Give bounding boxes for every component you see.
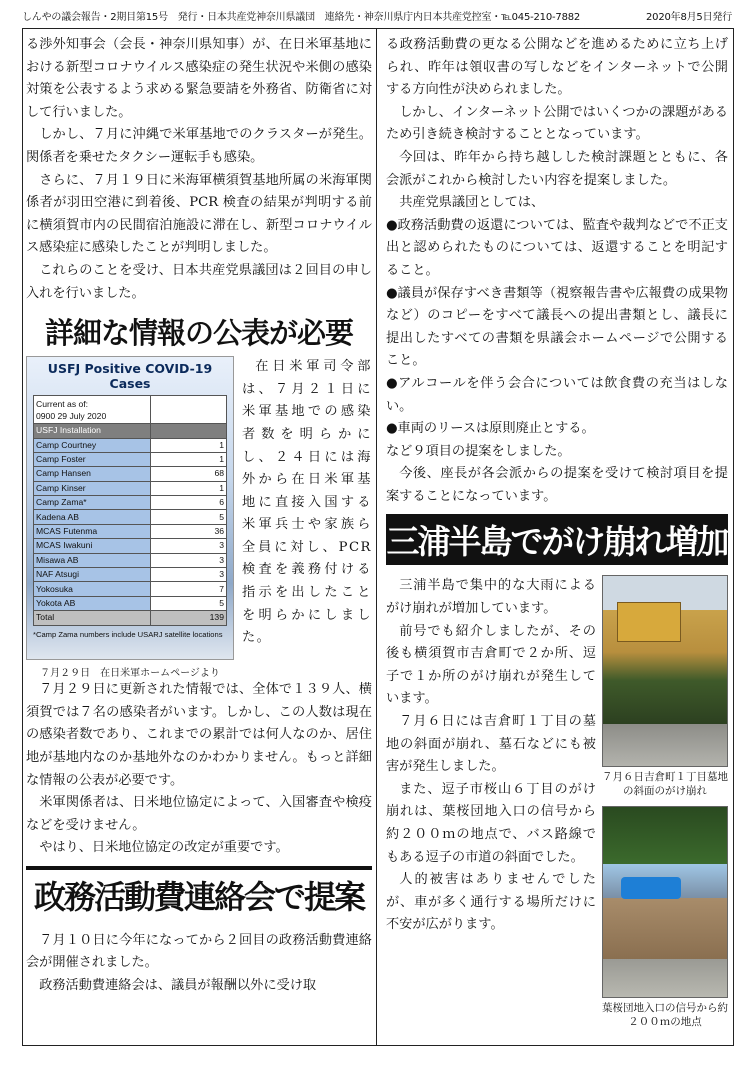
paragraph: る渉外知事会（会長・神奈川県知事）が、在日米軍基地における新型コロナウイルス感染症の発生状況や米側の感染対策を公表するよう求める緊急要請を外務省、防衛省に対して行いました。 — [26, 37, 372, 120]
table-row — [34, 467, 227, 481]
blue-tarp-shape — [621, 877, 681, 899]
chart-title: USFJ Positive COVID-19 Cases — [47, 361, 213, 392]
headline-seimu: 政務活動費連絡会で提案 — [26, 866, 372, 918]
positive-count: 1 — [151, 452, 227, 466]
installation-name: Yokosuka — [34, 582, 151, 596]
headline-miura: 三浦半島でがけ崩れ増加 — [386, 514, 728, 565]
paragraph: 政務活動費連絡会は、議員が報酬以外に受け取 — [39, 978, 317, 994]
positive-count: 5 — [151, 510, 227, 524]
header-date: 2020年8月5日発行 — [646, 11, 732, 23]
positive-count: 7 — [151, 582, 227, 596]
total-row — [34, 611, 227, 625]
side-text — [242, 356, 372, 679]
header-publisher: しんやの議会報告・2期目第15号 発行・日本共産党神奈川県議団 連絡先・神奈川県庁内日本共産党控室・℡045-210-7882 — [22, 11, 581, 23]
positive-count: 3 — [151, 568, 227, 582]
table-row — [34, 568, 227, 582]
installation-name: NAF Atsugi — [34, 568, 151, 582]
installation-name: Yokota AB — [34, 596, 151, 610]
table-row — [34, 539, 227, 553]
table-row — [34, 553, 227, 567]
photo-sakurayama-landslide — [602, 806, 728, 998]
photo-caption: ７月６日吉倉町１丁目墓地の斜面のがけ崩れ — [602, 771, 728, 798]
bullet-item: ●議員が保存すべき書類等（視察報告書や広報費の成果物など）のコピーをすべて議長への提出書類とし、議長に提出したすべての書類を県議会ホームページで公開すること。 — [386, 285, 728, 369]
installation-name: Camp Zama* — [34, 496, 151, 510]
paragraph: しかし、インターネット公開ではいくつかの課題があるため引き続き検討することとなっています。 — [386, 104, 728, 143]
table-row — [34, 496, 227, 510]
paragraph: 今後、座長が各会派からの提案を受けて検討項目を提案することになっています。 — [386, 466, 728, 504]
paragraph: 前号でも紹介しましたが、その後も横須賀市吉倉町で２か所、逗子で１か所のがけ崩れが発生しています。 — [386, 623, 596, 707]
column-divider — [376, 28, 377, 1046]
positive-count: 1 — [151, 481, 227, 495]
positive-count: 5 — [151, 596, 227, 610]
photo-column — [602, 575, 728, 1037]
chart-figure-row — [26, 356, 372, 679]
table-row — [34, 438, 227, 452]
table-row — [34, 524, 227, 538]
installation-name: Camp Courtney — [34, 438, 151, 452]
paragraph: しかし、７月に沖縄で米軍基地でのクラスターが発生。関係者を乗せたタクシー運転手も感染。 — [26, 127, 372, 165]
paragraph: また、逗子市桜山６丁目のがけ崩れは、葉桜団地入口の信号から約２００ｍの地点で、バス路線でもある逗子の市道の斜面でした。 — [386, 781, 596, 865]
bullet-item: ●アルコールを伴う会合については飲食費の充当はしない。 — [386, 375, 728, 414]
landslide-text — [386, 575, 596, 1037]
paragraph: 今回は、昨年から持ち越しした検討課題とともに、各会派がこれから検討したい内容を提案しました。 — [386, 149, 728, 188]
positive-count: 6 — [151, 496, 227, 510]
category-header-row — [34, 424, 227, 438]
paragraph: 在日米軍司令部は、７月２１日に米軍基地での感染者数を明らかにし、２４日には海外から在日米軍基地に直接入国する米軍兵士や家族ら全員に対し、PCR 検査を義務付ける指示を出したことを明らかにしました。 — [242, 359, 372, 646]
total-label: Total — [34, 611, 151, 625]
positive-count: 1 — [151, 438, 227, 452]
as-of-value: 0900 29 July 2020 — [36, 410, 107, 421]
landslide-section — [386, 575, 728, 1037]
chart-caption: ７月２９日 在日米軍ホームページより — [40, 668, 220, 680]
paragraph: ７月１０日に今年になってから２回目の政務活動費連絡会が開催されました。 — [26, 932, 372, 971]
house-shape — [617, 602, 681, 642]
paragraph: 三浦半島で集中的な大雨によるがけ崩れが増加しています。 — [386, 578, 596, 617]
value-header: Current Positive — [151, 396, 227, 424]
headline-detail-info: 詳細な情報の公表が必要 — [44, 316, 353, 351]
installation-name: Camp Kinser — [34, 481, 151, 495]
paragraph: 共産党県議団としては、 — [399, 195, 545, 211]
paragraph: やはり、日米地位協定の改定が重要です。 — [39, 840, 289, 856]
positive-count: 3 — [151, 553, 227, 567]
chart-note: *Camp Zama numbers include USARJ satellite locations — [33, 629, 223, 639]
paragraph: る政務活動費の更なる公開などを進めるために立ち上げられ、昨年は領収書の写しなどをインターネットで公開する方向性が決められました。 — [386, 37, 728, 98]
paragraph: 米軍関係者は、日米地位協定によって、入国審査や検疫などを受けません。 — [26, 795, 372, 833]
table-row — [34, 481, 227, 495]
positive-count: 3 — [151, 539, 227, 553]
as-of-cell — [34, 396, 151, 424]
category-header: USFJ Installation — [34, 424, 151, 438]
installation-name: MCAS Futenma — [34, 524, 151, 538]
photo-caption: 葉桜団地入口の信号から約２００ｍの地点 — [602, 1002, 728, 1029]
table-row — [34, 452, 227, 466]
bullet-item: ●政務活動費の返還については、監査や裁判などで不正支出と認められたものについては、返還することを明記すること。 — [386, 217, 728, 278]
photo-yoshikura-landslide — [602, 575, 728, 767]
installation-name: Kadena AB — [34, 510, 151, 524]
right-column — [386, 34, 728, 1037]
paragraph: ７月６日には吉倉町１丁目の墓地の斜面が崩れ、墓石などにも被害が発生しました。 — [386, 714, 596, 775]
table-row — [34, 596, 227, 610]
category-header-blank — [151, 424, 227, 438]
as-of-label: Current as of: — [36, 398, 89, 409]
paragraph: ７月２９日に更新された情報では、全体で１３９人、横須賀では７名の感染者がいます。しかし、この人数は現在の感染者数であり、これまでの累計では何人なのか、居住地が基地内なのか基地外なのかわかりません。もっと詳細な情報の公表が必要です。 — [26, 682, 372, 788]
left-column — [26, 34, 372, 998]
positive-count: 36 — [151, 524, 227, 538]
paragraph: これらのことを受け、日本共産党県議団は２回目の申し入れを行いました。 — [26, 262, 372, 301]
page-header — [22, 6, 732, 24]
bullet-item: ●車両のリースは原則廃止とする。 — [386, 421, 595, 437]
installation-name: Misawa AB — [34, 553, 151, 567]
covid-table-image — [26, 356, 234, 660]
installation-name: Camp Hansen — [34, 467, 151, 481]
positive-count: 68 — [151, 467, 227, 481]
paragraph: など９項目の提案をしました。 — [386, 443, 571, 459]
total-value: 139 — [151, 611, 227, 625]
covid-table-figure — [26, 356, 234, 679]
as-of-row — [34, 396, 227, 424]
paragraph: 人的被害はありませんでしたが、車が多く通行する場所だけに不安が広がります。 — [386, 872, 596, 933]
paragraph: さらに、７月１９日に米海軍横須賀基地所属の米海軍関係者が羽田空港に到着後、PCR 検査の結果が判明する前に横須賀市内の民間宿泊施設に滞在し、新型コロナウイルス感染症に感染したことが判明しました。 — [26, 172, 372, 256]
installation-name: MCAS Iwakuni — [34, 539, 151, 553]
installation-name: Camp Foster — [34, 452, 151, 466]
table-row — [34, 510, 227, 524]
covid-table — [33, 395, 227, 625]
table-row — [34, 582, 227, 596]
